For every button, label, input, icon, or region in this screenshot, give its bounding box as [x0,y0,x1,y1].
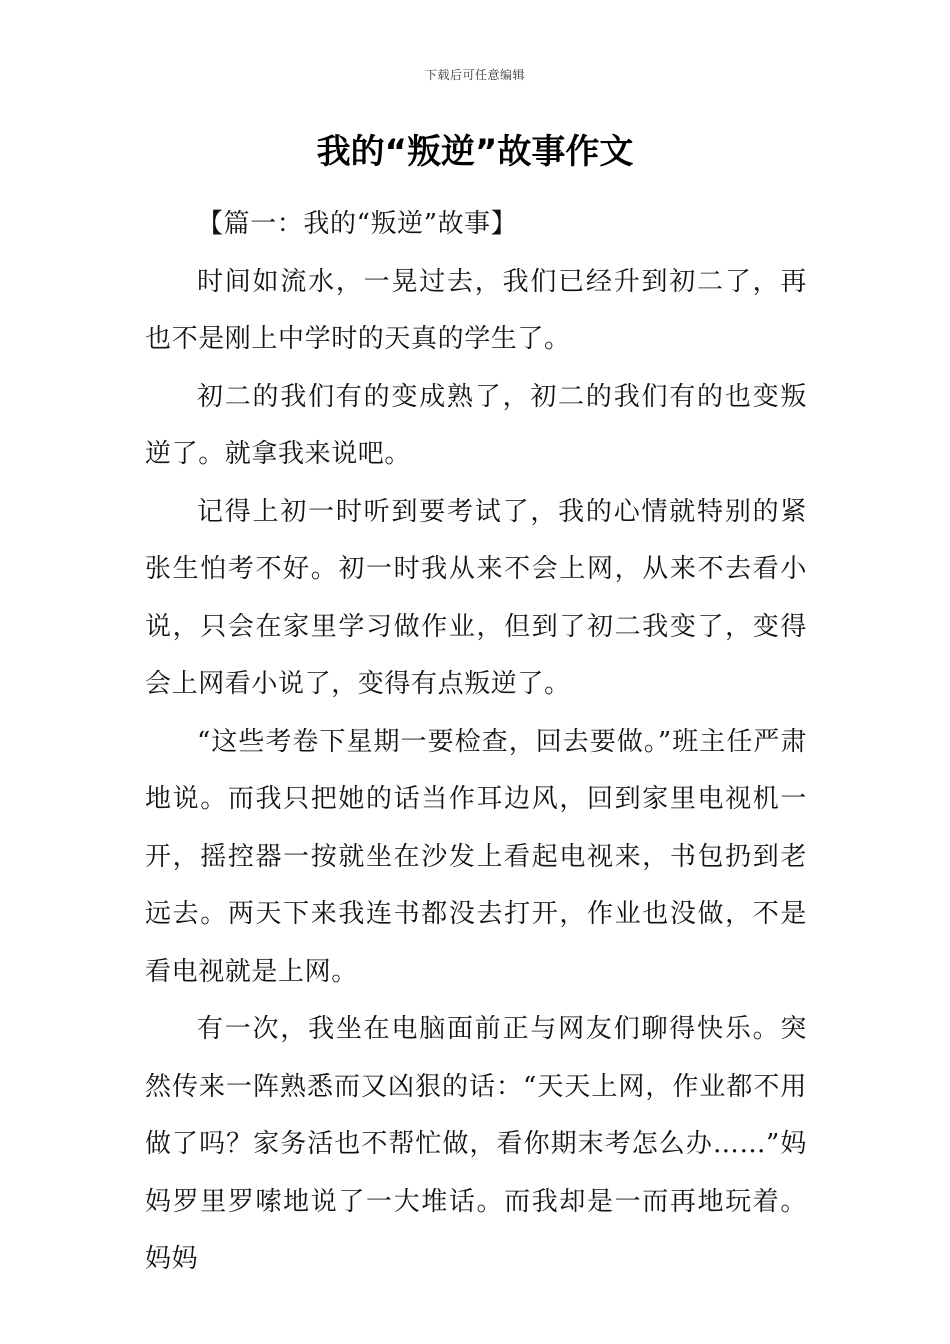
document-title: 我的“叛逆”故事作文 [316,132,634,172]
document-body [145,196,807,1289]
section-heading: 【篇一：我的“叛逆”故事】 [197,209,518,239]
paragraph: 初二的我们有的变成熟了，初二的我们有的也变叛逆了。就拿我来说吧。 [145,381,807,469]
paragraph: 时间如流水，一晃过去，我们已经升到初二了，再也不是刚上中学时的天真的学生了。 [145,266,807,354]
paragraph: 有一次，我坐在电脑面前正与网友们聊得快乐。突然传来一阵熟悉而又凶狠的话：“天天上网，作业都不用做了吗？家务活也不帮忙做，看你期末考怎么办……”妈妈罗里罗嗦地说了一大堆话。而我却是一而再地玩着。妈妈 [145,1014,807,1274]
paragraph: “这些考卷下星期一要检查，回去要做。”班主任严肃地说。而我只把她的话当作耳边风，回到家里电视机一开，摇控器一按就坐在沙发上看起电视来，书包扔到老远去。两天下来我连书都没去打开，作业也没做，不是看电视就是上网。 [145,726,807,987]
paragraph: 记得上初一时听到要考试了，我的心情就特别的紧张生怕考不好。初一时我从来不会上网，从来不去看小说，只会在家里学习做作业，但到了初二我变了，变得会上网看小说了，变得有点叛逆了。 [145,496,807,699]
header-note: 下载后可任意编辑 [424,68,525,82]
